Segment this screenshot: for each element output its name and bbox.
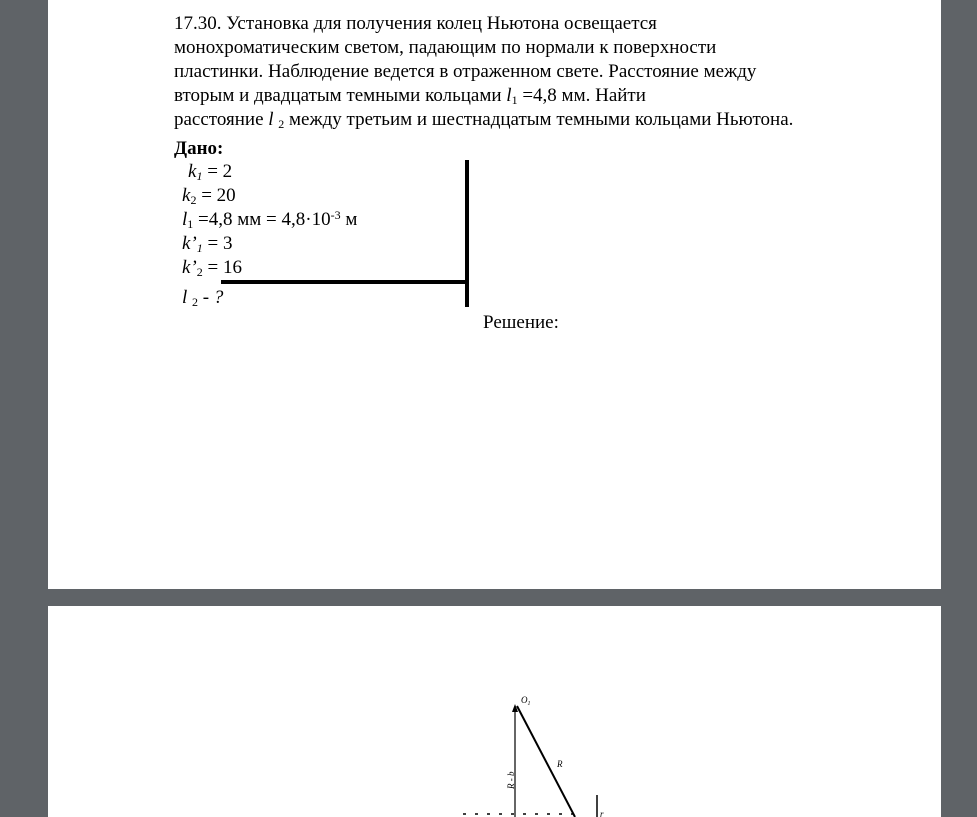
radius-line — [517, 706, 575, 817]
small-r-label: r — [600, 809, 604, 817]
solution-label: Решение: — [483, 312, 559, 333]
given-title: Дано: — [174, 138, 224, 159]
page-1 — [48, 0, 941, 589]
problem-line-5: расстояние l $_2$ между третьим и шестнадцатым темными кольцами Ньютона. — [174, 109, 794, 131]
given-l1: $l_1 =4,8$ мм = $4,8\cdot 10^{-3}$ м — [182, 208, 358, 231]
problem-statement — [174, 12, 894, 132]
newton-rings-figure — [48, 606, 941, 817]
problem-line-4: вторым и двадцатым темными кольцами $l_1 =4,8$ мм. Найти — [174, 85, 646, 107]
l1-symbol: l — [506, 85, 512, 106]
problem-line-1: 17.30. Установка для получения колец Ньютона освещается — [174, 13, 657, 34]
problem-line-2: монохроматическим светом, падающим по нормали к поверхности — [174, 37, 717, 58]
given-vertical-rule — [465, 160, 469, 307]
given-k1: $k_1 = 2$ — [188, 161, 233, 183]
given-horizontal-rule — [221, 280, 469, 284]
r-label: R — [557, 759, 563, 769]
o1-label: $O_1$ — [521, 695, 531, 707]
l2-symbol: l — [268, 109, 274, 130]
given-find: l $_2$ - ? — [182, 287, 224, 309]
given-kp1: $k’_1 = 3$ — [182, 233, 233, 255]
page-2 — [48, 606, 941, 817]
given-kp2: $k’_2 = 16$ — [182, 257, 242, 279]
problem-line-3: пластинки. Наблюдение ведется в отраженном свете. Расстояние между — [174, 61, 757, 82]
given-k2: $k_2 = 20$ — [182, 185, 236, 207]
r-minus-b-label: R - b — [506, 771, 516, 789]
